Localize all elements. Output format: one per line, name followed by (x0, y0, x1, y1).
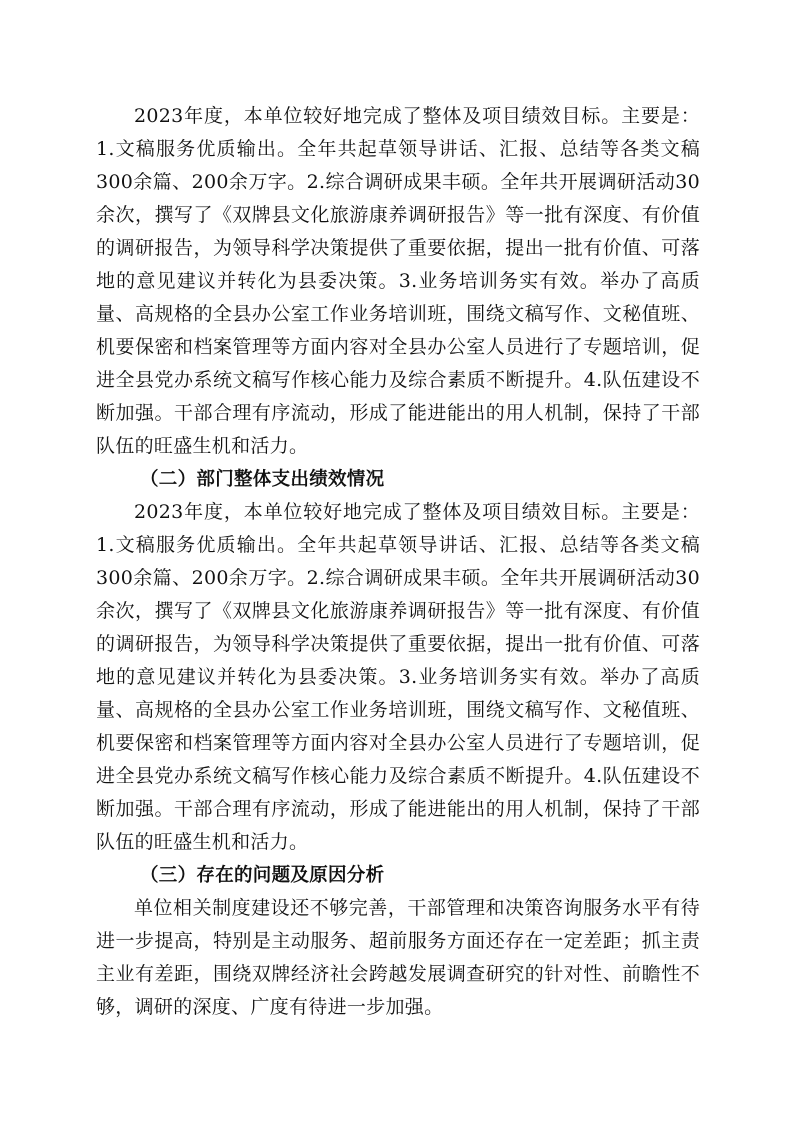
paragraph-problems-analysis: 单位相关制度建设还不够完善，干部管理和决策咨询服务水平有待进一步提高，特别是主动服务、超前服务方面还存在一定差距；抓主责主业有差距，围绕双牌经济社会跨越发展调查研究的针对性、前瞻性不够，调研的深度、广度有待进一步加强。 (96, 897, 700, 1018)
document-page (96, 100, 700, 1024)
section-heading-overall-expenditure: （二）部门整体支出绩效情况 (140, 469, 385, 490)
paragraph-overall-expenditure: 2023年度，本单位较好地完成了整体及项目绩效目标。主要是：1.文稿服务优质输出。全年共起草领导讲话、汇报、总结等各类文稿300余篇、200余万字。2.综合调研成果丰硕。全年共开展调研活动30余次，撰写了《双牌县文化旅游康养调研报告》等一批有深度、有价值的调研报告，为领导科学决策提供了重要依据，提出一批有价值、可落地的意见建议并转化为县委决策。3.业务培训务实有效。举办了高质量、高规格的全县办公室工作业务培训班，围绕文稿写作、文秘值班、机要保密和档案管理等方面内容对全县办公室人员进行了专题培训，促进全县党办系统文稿写作核心能力及综合素质不断提升。4.队伍建设不断加强。干部合理有序流动，形成了能进能出的用人机制，保持了干部队伍的旺盛生机和活力。 (96, 501, 700, 853)
paragraph-performance-goals: 2023年度，本单位较好地完成了整体及项目绩效目标。主要是：1.文稿服务优质输出。全年共起草领导讲话、汇报、总结等各类文稿300余篇、200余万字。2.综合调研成果丰硕。全年共开展调研活动30余次，撰写了《双牌县文化旅游康养调研报告》等一批有深度、有价值的调研报告，为领导科学决策提供了重要依据，提出一批有价值、可落地的意见建议并转化为县委决策。3.业务培训务实有效。举办了高质量、高规格的全县办公室工作业务培训班，围绕文稿写作、文秘值班、机要保密和档案管理等方面内容对全县办公室人员进行了专题培训，促进全县党办系统文稿写作核心能力及综合素质不断提升。4.队伍建设不断加强。干部合理有序流动，形成了能进能出的用人机制，保持了干部队伍的旺盛生机和活力。 (96, 105, 700, 457)
section-heading-problems-analysis: （三）存在的问题及原因分析 (140, 865, 385, 886)
